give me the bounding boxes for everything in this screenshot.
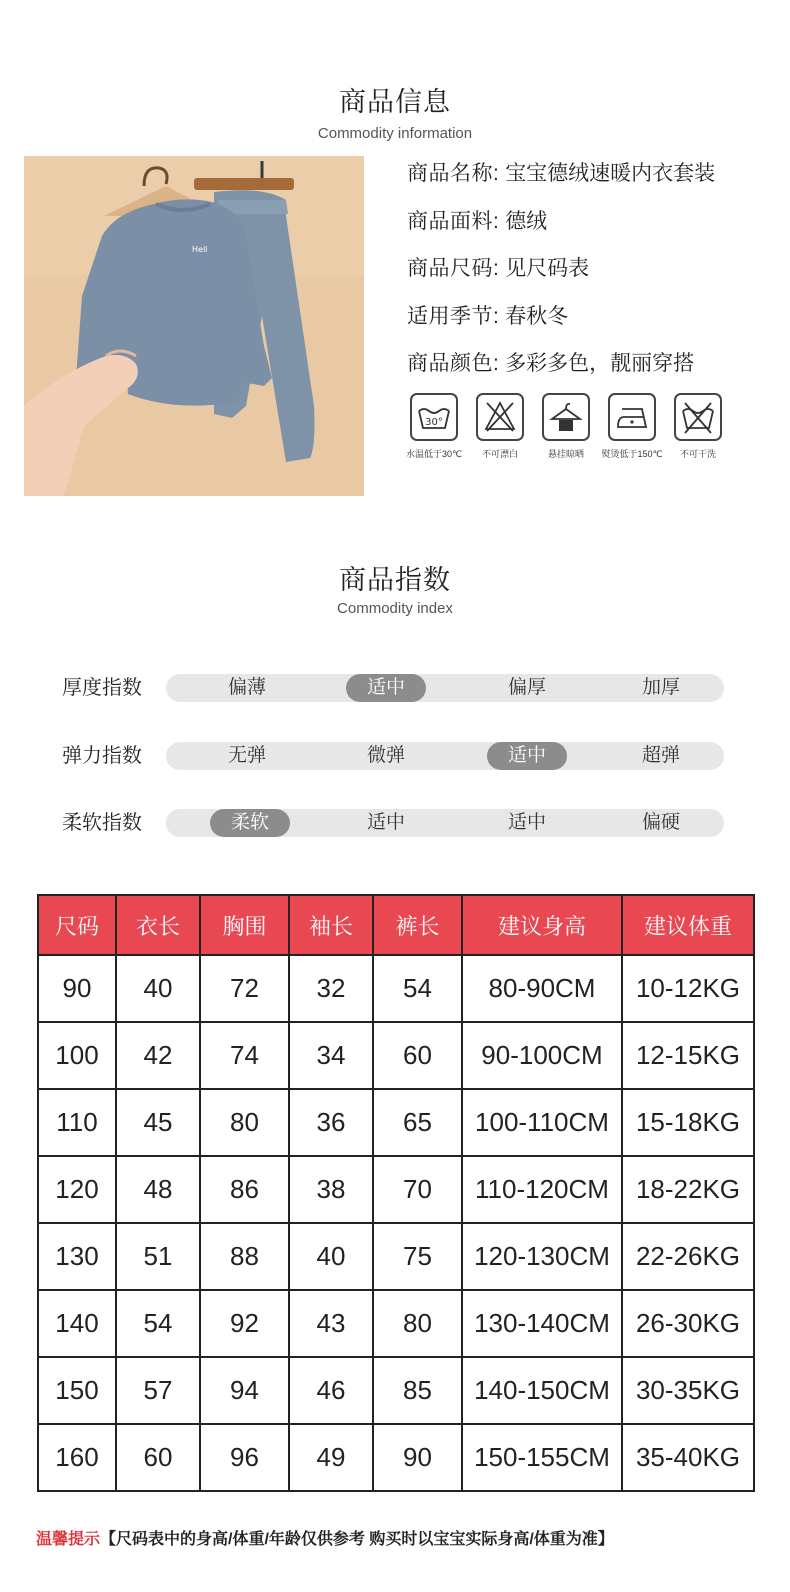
table-row	[38, 1022, 754, 1089]
table-cell: 74	[200, 1022, 289, 1089]
table-cell: 96	[200, 1424, 289, 1491]
header-cell: 袖长	[289, 895, 373, 955]
print-text: Hell	[192, 245, 208, 254]
care-instructions	[401, 393, 731, 463]
index-option: 偏薄	[227, 677, 266, 698]
index-option: 适中	[366, 812, 405, 833]
care-item-bleach	[467, 393, 533, 460]
product-info-list	[407, 157, 777, 395]
table-row	[38, 1156, 754, 1223]
table-cell: 150-155CM	[462, 1424, 622, 1491]
care-label: 熨烫低于150℃	[601, 449, 663, 459]
table-cell: 35-40KG	[622, 1424, 754, 1491]
index-option: 微弹	[366, 745, 405, 766]
table-cell: 34	[289, 1022, 373, 1089]
index-option: 加厚	[641, 677, 680, 698]
hang-dry-icon	[542, 393, 590, 441]
size-table-header	[38, 895, 754, 955]
table-cell: 110	[38, 1089, 116, 1156]
info-key: 商品颜色:	[407, 352, 500, 375]
index-option-selected: 柔软	[210, 809, 290, 837]
table-cell: 150	[38, 1357, 116, 1424]
info-value: 宝宝德绒速暖内衣套装	[505, 162, 716, 185]
index-option: 偏硬	[641, 812, 680, 833]
table-cell: 10-12KG	[622, 955, 754, 1022]
info-row-season	[407, 300, 777, 348]
care-label: 水温低于30℃	[405, 449, 463, 459]
table-cell: 140	[38, 1290, 116, 1357]
table-cell: 54	[373, 955, 462, 1022]
index-option: 无弹	[227, 745, 266, 766]
table-cell: 90	[38, 955, 116, 1022]
table-cell: 65	[373, 1089, 462, 1156]
info-key: 适用季节:	[407, 304, 500, 328]
header-cell: 建议身高	[462, 895, 622, 955]
table-row	[38, 1223, 754, 1290]
care-label: 不可干洗	[679, 449, 716, 459]
table-cell: 54	[116, 1290, 200, 1357]
info-row-fabric	[407, 205, 777, 253]
no-wash-icon	[674, 393, 722, 441]
table-row	[38, 1357, 754, 1424]
table-cell: 36	[289, 1089, 373, 1156]
care-label: 悬挂晾晒	[547, 449, 584, 459]
table-cell: 80-90CM	[462, 955, 622, 1022]
table-cell: 42	[116, 1022, 200, 1089]
thickness-index-bar	[166, 674, 724, 702]
table-cell: 57	[116, 1357, 200, 1424]
info-section-subtitle: Commodity information	[317, 125, 473, 142]
index-label: 弹力指数	[62, 745, 142, 767]
table-cell: 43	[289, 1290, 373, 1357]
info-value: 德绒	[505, 209, 548, 233]
table-cell: 51	[116, 1223, 200, 1290]
table-cell: 80	[200, 1089, 289, 1156]
table-cell: 120	[38, 1156, 116, 1223]
table-cell: 70	[373, 1156, 462, 1223]
table-cell: 49	[289, 1424, 373, 1491]
care-item-wash	[401, 393, 467, 460]
table-cell: 22-26KG	[622, 1223, 754, 1290]
index-section-header	[0, 558, 790, 617]
info-key: 商品面料:	[407, 209, 500, 233]
elasticity-index-row	[0, 741, 790, 771]
table-cell: 30-35KG	[622, 1357, 754, 1424]
table-cell: 46	[289, 1357, 373, 1424]
care-item-iron	[599, 393, 665, 460]
tip-text: 【尺码表中的身高/体重/年龄仅供参考 购买时以宝宝实际身高/体重为准】	[100, 1531, 614, 1548]
table-cell: 140-150CM	[462, 1357, 622, 1424]
table-cell: 100	[38, 1022, 116, 1089]
table-cell: 12-15KG	[622, 1022, 754, 1089]
table-cell: 15-18KG	[622, 1089, 754, 1156]
index-option-selected: 适中	[487, 742, 567, 770]
table-cell: 80	[373, 1290, 462, 1357]
softness-index-row	[0, 808, 790, 838]
header-cell: 尺码	[38, 895, 116, 955]
table-row	[38, 1089, 754, 1156]
tip-label: 温馨提示	[36, 1531, 101, 1548]
info-key: 商品名称:	[407, 162, 500, 185]
index-option: 适中	[507, 812, 546, 833]
warm-tip	[36, 1526, 614, 1549]
table-cell: 72	[200, 955, 289, 1022]
table-cell: 60	[116, 1424, 200, 1491]
iron-icon	[608, 393, 656, 441]
table-cell: 92	[200, 1290, 289, 1357]
info-section-header	[0, 80, 790, 142]
index-option: 超弹	[641, 745, 680, 766]
header-cell: 衣长	[116, 895, 200, 955]
table-cell: 38	[289, 1156, 373, 1223]
table-cell: 26-30KG	[622, 1290, 754, 1357]
header-cell: 胸围	[200, 895, 289, 955]
table-cell: 160	[38, 1424, 116, 1491]
wash-temp-badge: 30°	[425, 417, 443, 428]
index-label: 柔软指数	[62, 812, 142, 834]
index-section-subtitle: Commodity index	[337, 600, 453, 617]
thickness-index-row	[0, 673, 790, 703]
care-item-drywash	[665, 393, 731, 460]
index-label: 厚度指数	[62, 677, 142, 699]
no-bleach-icon	[476, 393, 524, 441]
info-section-title: 商品信息	[339, 87, 451, 117]
softness-index-bar	[166, 809, 724, 837]
table-cell: 100-110CM	[462, 1089, 622, 1156]
table-cell: 130-140CM	[462, 1290, 622, 1357]
index-option-selected: 适中	[346, 674, 426, 702]
table-cell: 88	[200, 1223, 289, 1290]
table-cell: 75	[373, 1223, 462, 1290]
table-cell: 18-22KG	[622, 1156, 754, 1223]
elasticity-index-bar	[166, 742, 724, 770]
table-cell: 86	[200, 1156, 289, 1223]
table-cell: 60	[373, 1022, 462, 1089]
table-row	[38, 1424, 754, 1491]
table-cell: 110-120CM	[462, 1156, 622, 1223]
table-cell: 85	[373, 1357, 462, 1424]
info-key: 商品尺码:	[407, 257, 500, 280]
index-option: 偏厚	[507, 677, 546, 698]
table-cell: 130	[38, 1223, 116, 1290]
info-value: 春秋冬	[505, 304, 569, 328]
info-row-size	[407, 252, 777, 300]
table-cell: 32	[289, 955, 373, 1022]
product-photo	[24, 156, 364, 496]
header-cell: 裤长	[373, 895, 462, 955]
table-cell: 45	[116, 1089, 200, 1156]
table-cell: 94	[200, 1357, 289, 1424]
table-cell: 90-100CM	[462, 1022, 622, 1089]
wash-30-icon	[410, 393, 458, 441]
info-row-color	[407, 347, 777, 395]
care-item-hang	[533, 393, 599, 460]
table-row	[38, 955, 754, 1022]
table-row	[38, 1290, 754, 1357]
header-cell: 建议体重	[622, 895, 754, 955]
table-cell: 120-130CM	[462, 1223, 622, 1290]
table-cell: 40	[289, 1223, 373, 1290]
info-value: 见尺码表	[505, 257, 590, 280]
info-value: 多彩多色，靓丽穿搭	[505, 352, 695, 375]
index-section-title: 商品指数	[339, 565, 451, 595]
table-cell: 48	[116, 1156, 200, 1223]
care-label: 不可漂白	[481, 449, 518, 459]
table-cell: 40	[116, 955, 200, 1022]
info-row-name	[407, 157, 777, 205]
table-cell: 90	[373, 1424, 462, 1491]
size-table	[37, 894, 755, 1492]
product-illustration	[24, 156, 364, 496]
